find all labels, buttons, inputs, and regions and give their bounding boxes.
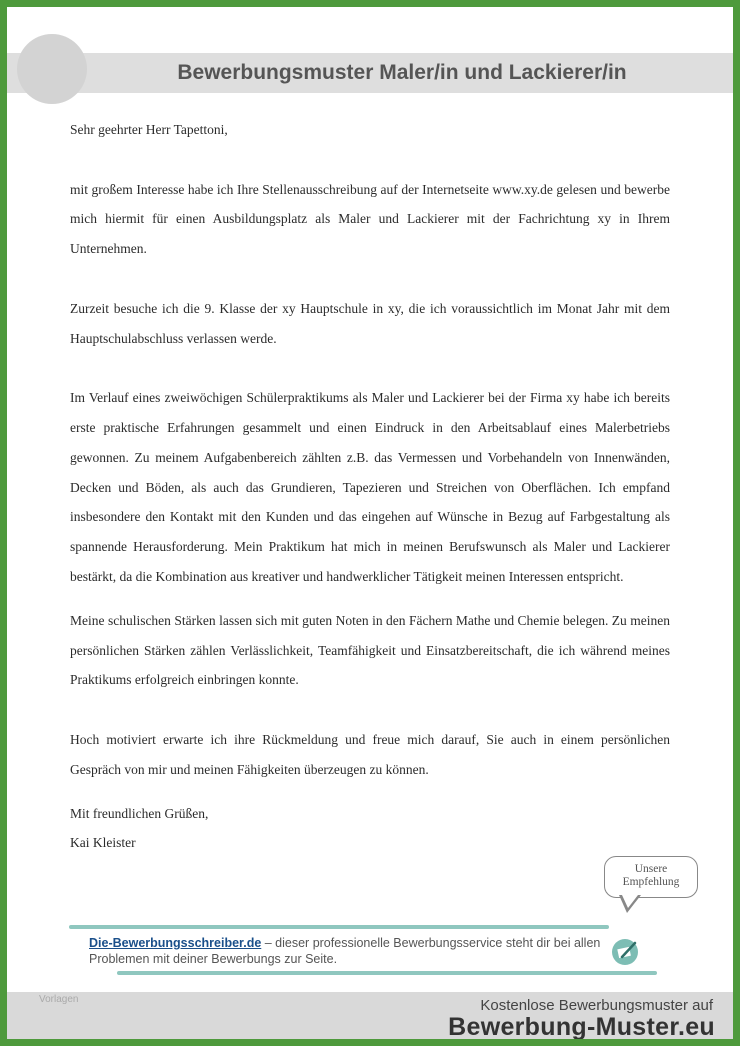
paragraph-4: Meine schulischen Stärken lassen sich mit guten Noten in den Fächern Mathe und Chemie belegen. Zu meinen persönlichen Stärken zählen Verlässlichkeit, Teamfähigkeit und Einsatzbereitschaft, die ich während meines Praktikums erfolgreich einbringen konnte.: [70, 612, 670, 688]
promo-box: [89, 935, 609, 967]
paragraph-1: mit großem Interesse habe ich Ihre Stellenausschreibung auf der Internetseite www.xy.de gelesen und bewerbe mich hiermit für einen Ausbildungsplatz als Maler und Lackierer mit der Fachrichtung xy in Ihrem Unternehmen.: [70, 181, 670, 257]
paragraph-3: Im Verlauf eines zweiwöchigen Schülerpraktikums als Maler und Lackierer bei der Firma xy habe ich bereits erste praktische Erfahrungen gesammelt und einen Eindruck in den Arbeitsablauf eines Malerbetriebs gewonnen. Zu meinem Aufgabenbereich zählten z.B. das Vermessen und Vorbehandeln von Innenwänden, Decken und Böden, als auch das Grundieren, Tapezieren und Streichen von Oberflächen. Ich empfand insbesondere den Kontakt mit den Kunden und das eingehen auf Wünsche in Bezug auf Farbgestaltung als spannende Herausforderung. Mein Praktikum hat mich in meinen Berufswunsch als Maler und Lackierer bestärkt, da die Kombination aus kreativer und handwerklicher Tätigkeit meinen Interessen entspricht.: [70, 390, 670, 584]
paragraph-5: Hoch motiviert erwarte ich ihre Rückmeldung und freue mich darauf, Sie auch in einem persönlichen Gespräch von mir und meinen Fähigkeiten überzeugen zu können.: [70, 731, 670, 777]
recommendation-bubble: [604, 856, 698, 898]
closing: Mit freundlichen Grüßen,: [70, 805, 209, 821]
promo-text: – dieser professionelle Bewerbungsservice steht dir bei allen Problemen mit deiner Bewerbungs zur Seite.: [89, 936, 601, 966]
footer-small-label: Vorlagen: [39, 994, 79, 1005]
speech-bubble-tail-inner: [622, 895, 638, 908]
recommendation-line-1: Unsere: [634, 863, 668, 875]
promo-stroke-top: [69, 925, 609, 929]
footer-site-name[interactable]: Bewerbung-Muster.eu: [448, 1013, 715, 1039]
promo-link[interactable]: Die-Bewerbungsschreiber.de: [89, 936, 262, 950]
header-circle-decoration: [17, 34, 87, 104]
paragraph-2: Zurzeit besuche ich die 9. Klasse der xy Hauptschule in xy, die ich voraussichtlich im Monat Jahr mit dem Hauptschulabschluss verlassen werde.: [70, 300, 670, 346]
pen-paper-icon: [610, 937, 640, 967]
salutation: Sehr geehrter Herr Tapettoni,: [70, 122, 228, 137]
page-title: Bewerbungsmuster Maler/in und Lackierer/in: [177, 61, 627, 84]
footer-tagline: Kostenlose Bewerbungsmuster auf: [480, 997, 713, 1014]
recommendation-line-2: Empfehlung: [622, 876, 680, 888]
signature: Kai Kleister: [70, 835, 136, 851]
document-page: [7, 7, 733, 1039]
letter-body: [70, 115, 670, 858]
promo-stroke-bottom: [117, 971, 657, 975]
